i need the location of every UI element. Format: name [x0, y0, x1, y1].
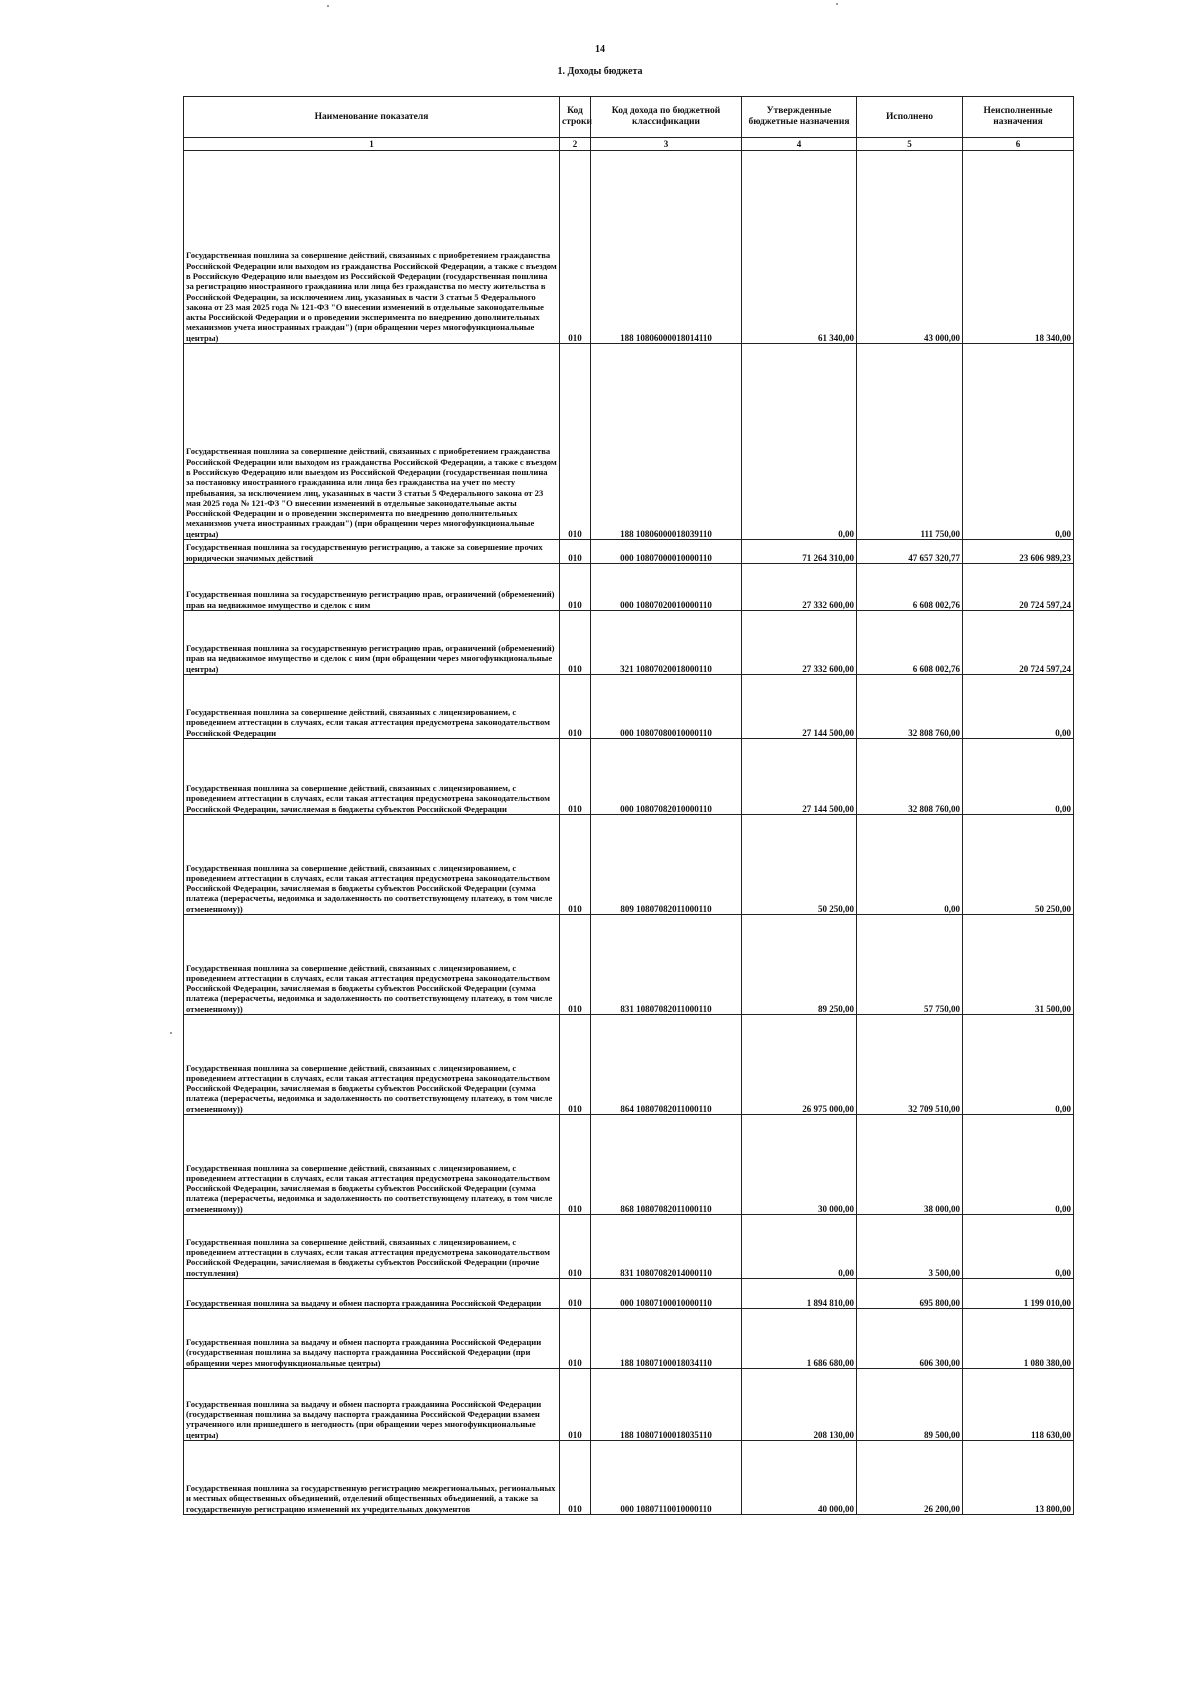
row-name: Государственная пошлина за государственную регистрацию прав, ограничений (обременений) прав на недвижимое имущество и сделок с ним [184, 564, 560, 611]
row-unexecuted: 1 080 380,00 [963, 1309, 1074, 1369]
row-income-code: 864 10807082011000110 [591, 1015, 742, 1115]
row-income-code: 000 10807020010000110 [591, 564, 742, 611]
row-line-code: 010 [560, 1441, 591, 1515]
column-number: 2 [560, 138, 591, 151]
row-executed: 0,00 [857, 815, 963, 915]
row-income-code: 868 10807082011000110 [591, 1115, 742, 1215]
row-name: Государственная пошлина за совершение действий, связанных с лицензированием, с проведением аттестации в случаях, если такая аттестация предусмотрена законодательством Российской Федерации [184, 675, 560, 739]
column-number: 1 [184, 138, 560, 151]
row-line-code: 010 [560, 151, 591, 344]
row-approved: 30 000,00 [742, 1115, 857, 1215]
row-line-code: 010 [560, 564, 591, 611]
row-unexecuted: 1 199 010,00 [963, 1279, 1074, 1309]
row-line-code: 010 [560, 1015, 591, 1115]
row-executed: 89 500,00 [857, 1369, 963, 1441]
row-approved: 1 686 680,00 [742, 1309, 857, 1369]
row-income-code: 188 10807100018035110 [591, 1369, 742, 1441]
table-row [184, 815, 1074, 915]
table-row [184, 1115, 1074, 1215]
row-unexecuted: 13 800,00 [963, 1441, 1074, 1515]
row-executed: 695 800,00 [857, 1279, 963, 1309]
row-line-code: 010 [560, 915, 591, 1015]
row-name: Государственная пошлина за выдачу и обмен паспорта гражданина Российской Федерации (государственная пошлина за выдачу паспорта гражданина Российской Федерации взамен утраченного или пришедшего в негодность (при обращении через многофункциональные центры) [184, 1369, 560, 1441]
row-approved: 89 250,00 [742, 915, 857, 1015]
row-unexecuted: 0,00 [963, 739, 1074, 815]
row-executed: 38 000,00 [857, 1115, 963, 1215]
column-number: 6 [963, 138, 1074, 151]
row-executed: 26 200,00 [857, 1441, 963, 1515]
row-executed: 47 657 320,77 [857, 540, 963, 564]
row-line-code: 010 [560, 1309, 591, 1369]
row-approved: 1 894 810,00 [742, 1279, 857, 1309]
row-income-code: 000 10807100010000110 [591, 1279, 742, 1309]
row-name: Государственная пошлина за совершение действий, связанных с лицензированием, с проведением аттестации в случаях, если такая аттестация предусмотрена законодательством Российской Федерации, зачисляемая в бюджеты субъектов Российской Федерации (сумма платежа (перерасчеты, недоимка и задолженность по соответствующему платежу, в том числе отмененному)) [184, 915, 560, 1015]
row-income-code: 831 10807082014000110 [591, 1215, 742, 1279]
row-income-code: 188 10806000018014110 [591, 151, 742, 344]
row-unexecuted: 18 340,00 [963, 151, 1074, 344]
table-row [184, 564, 1074, 611]
row-executed: 32 808 760,00 [857, 739, 963, 815]
row-income-code: 000 10807080010000110 [591, 675, 742, 739]
row-line-code: 010 [560, 1115, 591, 1215]
row-unexecuted: 20 724 597,24 [963, 564, 1074, 611]
row-executed: 43 000,00 [857, 151, 963, 344]
row-approved: 61 340,00 [742, 151, 857, 344]
table-row [184, 739, 1074, 815]
table-row [184, 1309, 1074, 1369]
row-income-code: 188 10807100018034110 [591, 1309, 742, 1369]
row-unexecuted: 0,00 [963, 1215, 1074, 1279]
col-header-line-code: Код строки [560, 97, 591, 138]
row-executed: 606 300,00 [857, 1309, 963, 1369]
row-line-code: 010 [560, 739, 591, 815]
row-executed: 32 709 510,00 [857, 1015, 963, 1115]
row-income-code: 188 10806000018039110 [591, 344, 742, 540]
table-row [184, 915, 1074, 1015]
table-row [184, 675, 1074, 739]
row-unexecuted: 0,00 [963, 344, 1074, 540]
row-approved: 27 332 600,00 [742, 564, 857, 611]
table-row [184, 540, 1074, 564]
table-row [184, 1441, 1074, 1515]
row-name: Государственная пошлина за совершение действий, связанных с лицензированием, с проведением аттестации в случаях, если такая аттестация предусмотрена законодательством Российской Федерации, зачисляемая в бюджеты субъектов Российской Федерации (сумма платежа (перерасчеты, недоимка и задолженность по соответствующему платежу, в том числе отмененному)) [184, 1015, 560, 1115]
row-unexecuted: 118 630,00 [963, 1369, 1074, 1441]
row-approved: 27 144 500,00 [742, 739, 857, 815]
row-line-code: 010 [560, 675, 591, 739]
row-income-code: 000 10807000010000110 [591, 540, 742, 564]
col-header-income-code: Код дохода по бюджетной классификации [591, 97, 742, 138]
row-income-code: 321 10807020018000110 [591, 611, 742, 675]
col-header-unexecuted: Неисполненные назначения [963, 97, 1074, 138]
row-unexecuted: 0,00 [963, 1015, 1074, 1115]
row-name: Государственная пошлина за совершение действий, связанных с лицензированием, с проведением аттестации в случаях, если такая аттестация предусмотрена законодательством Российской Федерации, зачисляемая в бюджеты субъектов Российской Федерации (прочие поступления) [184, 1215, 560, 1279]
row-approved: 26 975 000,00 [742, 1015, 857, 1115]
row-name: Государственная пошлина за государственную регистрацию прав, ограничений (обременений) прав на недвижимое имущество и сделок с ним (при обращении через многофункциональные центры) [184, 611, 560, 675]
column-number: 4 [742, 138, 857, 151]
row-line-code: 010 [560, 611, 591, 675]
row-line-code: 010 [560, 540, 591, 564]
row-approved: 0,00 [742, 1215, 857, 1279]
row-name: Государственная пошлина за совершение действий, связанных с приобретением гражданства Российской Федерации или выходом из гражданства Российской Федерации, а также с въездом в Российскую Федерацию или выездом из Российской Федерации (государственная пошлина за регистрацию иностранного гражданина или лица без гражданства по месту жительства в Российской Федерации, за исключением лиц, указанных в части 3 статьи 5 Федерального закона от 23 мая 2025 года № 121-ФЗ "О внесении изменений в отдельные законодательные акты Российской Федерации и о проведении эксперимента по внедрению дополнительных механизмов учета иностранных граждан") (при обращении через многофункциональные центры) [184, 151, 560, 344]
header-row [184, 97, 1074, 138]
row-approved: 208 130,00 [742, 1369, 857, 1441]
col-header-executed: Исполнено [857, 97, 963, 138]
row-approved: 27 332 600,00 [742, 611, 857, 675]
column-number-row [184, 138, 1074, 151]
row-unexecuted: 50 250,00 [963, 815, 1074, 915]
row-name: Государственная пошлина за совершение действий, связанных с приобретением гражданства Российской Федерации или выходом из гражданства Российской Федерации, а также с въездом в Российскую Федерацию или выездом из Российской Федерации (государственная пошлина за постановку иностранного гражданина или лица без гражданства на учет по месту пребывания, за исключением лиц, указанных в части 3 статьи 5 Федерального закона от 23 мая 2025 года № 121-ФЗ "О внесении изменений в отдельные законодательные акты Российской Федерации и о проведении эксперимента по внедрению дополнительных механизмов учета иностранных граждан") (при обращении через многофункциональные центры) [184, 344, 560, 540]
table-row [184, 344, 1074, 540]
scan-artifact [836, 3, 838, 5]
row-line-code: 010 [560, 344, 591, 540]
scan-artifact [327, 5, 329, 7]
row-approved: 40 000,00 [742, 1441, 857, 1515]
row-income-code: 000 10807082010000110 [591, 739, 742, 815]
row-name: Государственная пошлина за выдачу и обмен паспорта гражданина Российской Федерации [184, 1279, 560, 1309]
table-row [184, 1215, 1074, 1279]
column-number: 5 [857, 138, 963, 151]
row-approved: 50 250,00 [742, 815, 857, 915]
section-title: 1. Доходы бюджета [557, 66, 643, 77]
row-unexecuted: 23 606 989,23 [963, 540, 1074, 564]
row-name: Государственная пошлина за совершение действий, связанных с лицензированием, с проведением аттестации в случаях, если такая аттестация предусмотрена законодательством Российской Федерации, зачисляемая в бюджеты субъектов Российской Федерации (сумма платежа (перерасчеты, недоимка и задолженность по соответствующему платежу, в том числе отмененному)) [184, 1115, 560, 1215]
row-name: Государственная пошлина за совершение действий, связанных с лицензированием, с проведением аттестации в случаях, если такая аттестация предусмотрена законодательством Российской Федерации, зачисляемая в бюджеты субъектов Российской Федерации [184, 739, 560, 815]
income-table [183, 96, 1074, 1515]
row-approved: 0,00 [742, 344, 857, 540]
row-income-code: 809 10807082011000110 [591, 815, 742, 915]
column-number: 3 [591, 138, 742, 151]
row-unexecuted: 0,00 [963, 675, 1074, 739]
row-approved: 71 264 310,00 [742, 540, 857, 564]
row-line-code: 010 [560, 1369, 591, 1441]
row-unexecuted: 0,00 [963, 1115, 1074, 1215]
row-name: Государственная пошлина за совершение действий, связанных с лицензированием, с проведением аттестации в случаях, если такая аттестация предусмотрена законодательством Российской Федерации, зачисляемая в бюджеты субъектов Российской Федерации (сумма платежа (перерасчеты, недоимка и задолженность по соответствующему платежу, в том числе отмененному)) [184, 815, 560, 915]
table-row [184, 611, 1074, 675]
table-row [184, 1369, 1074, 1441]
row-name: Государственная пошлина за государственную регистрацию межрегиональных, региональных и местных общественных объединений, отделений общественных объединений, а также за государственную регистрацию изменений их учредительных документов [184, 1441, 560, 1515]
row-line-code: 010 [560, 815, 591, 915]
row-line-code: 010 [560, 1215, 591, 1279]
row-executed: 3 500,00 [857, 1215, 963, 1279]
row-executed: 6 608 002,76 [857, 611, 963, 675]
table-row [184, 1015, 1074, 1115]
row-executed: 32 808 760,00 [857, 675, 963, 739]
row-executed: 57 750,00 [857, 915, 963, 1015]
row-income-code: 831 10807082011000110 [591, 915, 742, 1015]
row-line-code: 010 [560, 1279, 591, 1309]
row-approved: 27 144 500,00 [742, 675, 857, 739]
table-row [184, 151, 1074, 344]
row-name: Государственная пошлина за выдачу и обмен паспорта гражданина Российской Федерации (государственная пошлина за выдачу паспорта гражданина Российской Федерации (при обращении через многофункциональные центры) [184, 1309, 560, 1369]
row-name: Государственная пошлина за государственную регистрацию, а также за совершение прочих юридически значимых действий [184, 540, 560, 564]
col-header-name: Наименование показателя [184, 97, 560, 138]
row-unexecuted: 20 724 597,24 [963, 611, 1074, 675]
row-unexecuted: 31 500,00 [963, 915, 1074, 1015]
col-header-approved: Утвержденные бюджетные назначения [742, 97, 857, 138]
row-income-code: 000 10807110010000110 [591, 1441, 742, 1515]
row-executed: 111 750,00 [857, 344, 963, 540]
scan-artifact [170, 1032, 172, 1034]
table-row [184, 1279, 1074, 1309]
row-executed: 6 608 002,76 [857, 564, 963, 611]
page-number: 14 [595, 44, 605, 55]
